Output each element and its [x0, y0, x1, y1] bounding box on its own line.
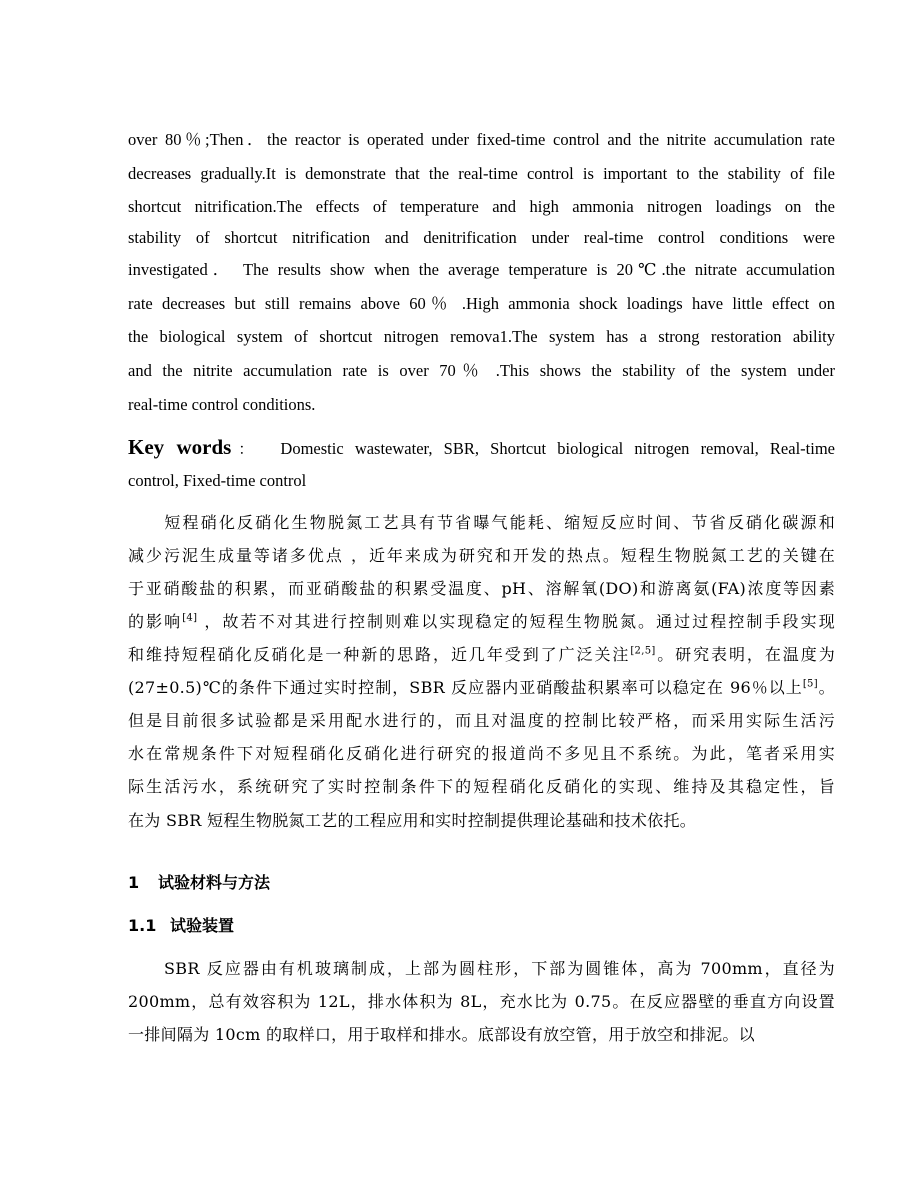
section-title: 试验材料与方法	[158, 873, 271, 892]
intro-text: 和维持短程硝化反硝化是一种新的思路，近几年受到了广泛关注	[128, 645, 631, 664]
abstract-line: over 80％;Then．the reactor is operated under fixed-time control and the nitrite accumulation rate	[128, 130, 835, 149]
abstract-line: stability of shortcut nitrification and denitrification under real-time control conditions were	[128, 228, 835, 247]
subsection-title: 试验装置	[170, 916, 235, 935]
intro-line	[128, 644, 835, 666]
keywords-line-1	[128, 435, 835, 462]
abstract-line: shortcut nitrification.The effects of temperature and high ammonia nitrogen loadings on the	[128, 197, 835, 216]
intro-text: (27±0.5)℃的条件下通过实时控制，SBR 反应器内亚硝酸盐积累率可以稳定在 96％以上	[128, 678, 803, 697]
intro-text: 的影响	[128, 612, 183, 631]
intro-line: 减少污泥生成量等诸多优点 ，近年来成为研究和开发的热点。短程生物脱氮工艺的关键在	[128, 546, 835, 565]
intro-text: 。研究表明，在温度为	[655, 645, 835, 664]
abstract-line: decreases gradually.It is demonstrate that the real-time control is important to the stability of file	[128, 164, 835, 183]
keywords-text: Domestic wastewater, SBR, Shortcut biological nitrogen removal, Real-time	[280, 439, 835, 458]
citation-ref: [2,5]	[630, 645, 656, 657]
intro-line	[128, 677, 835, 699]
keywords-line-2: control, Fixed-time control	[128, 471, 307, 490]
abstract-line: investigated． The results show when the average temperature is 20℃.the nitrate accumulation	[128, 260, 835, 279]
section-heading	[128, 872, 270, 894]
intro-line: 但是目前很多试验都是采用配水进行的，而且对温度的控制比较严格，而采用实际生活污	[128, 711, 835, 730]
abstract-line: the biological system of shortcut nitrogen remova1.The system has a strong restoration ability	[128, 327, 835, 346]
apparatus-line: SBR 反应器由有机玻璃制成，上部为圆柱形，下部为圆锥体，高为 700mm，直径为	[128, 959, 835, 978]
subsection-number: 1.1	[128, 916, 157, 935]
abstract-line: real-time control conditions.	[128, 395, 316, 414]
keywords-label: Key words	[128, 435, 232, 459]
keywords-separator: ：	[231, 442, 261, 458]
abstract-line: rate decreases but still remains above 60％ .High ammonia shock loadings have little effect on	[128, 294, 835, 313]
intro-text: ，故若不对其进行控制则难以实现稳定的短程生物脱氮。通过过程控制手段实现	[197, 612, 835, 631]
citation-ref: [4]	[182, 612, 198, 624]
intro-text: 。	[817, 678, 835, 697]
intro-line: 水在常规条件下对短程硝化反硝化进行研究的报道尚不多见且不系统。为此，笔者采用实	[128, 744, 835, 763]
section-number: 1	[128, 873, 140, 892]
apparatus-line: 200mm，总有效容积为 12L，排水体积为 8L，充水比为 0.75。在反应器壁的垂直方向设置	[128, 992, 835, 1011]
citation-ref: [5]	[802, 678, 818, 690]
subsection-heading	[128, 915, 234, 937]
abstract-line: and the nitrite accumulation rate is over 70％ .This shows the stability of the system under	[128, 361, 835, 380]
intro-line	[128, 611, 835, 633]
intro-line: 于亚硝酸盐的积累，而亚硝酸盐的积累受温度、pH、溶解氧(DO)和游离氨(FA)浓度等因素	[128, 579, 835, 598]
apparatus-line: 一排间隔为 10cm 的取样口，用于取样和排水。底部设有放空管，用于放空和排泥。以	[128, 1025, 755, 1044]
intro-line: 在为 SBR 短程生物脱氮工艺的工程应用和实时控制提供理论基础和技术依托。	[128, 811, 697, 830]
intro-line: 短程硝化反硝化生物脱氮工艺具有节省曝气能耗、缩短反应时间、节省反硝化碳源和	[128, 513, 835, 532]
intro-line: 际生活污水，系统研究了实时控制条件下的短程硝化反硝化的实现、维持及其稳定性，旨	[128, 777, 835, 796]
